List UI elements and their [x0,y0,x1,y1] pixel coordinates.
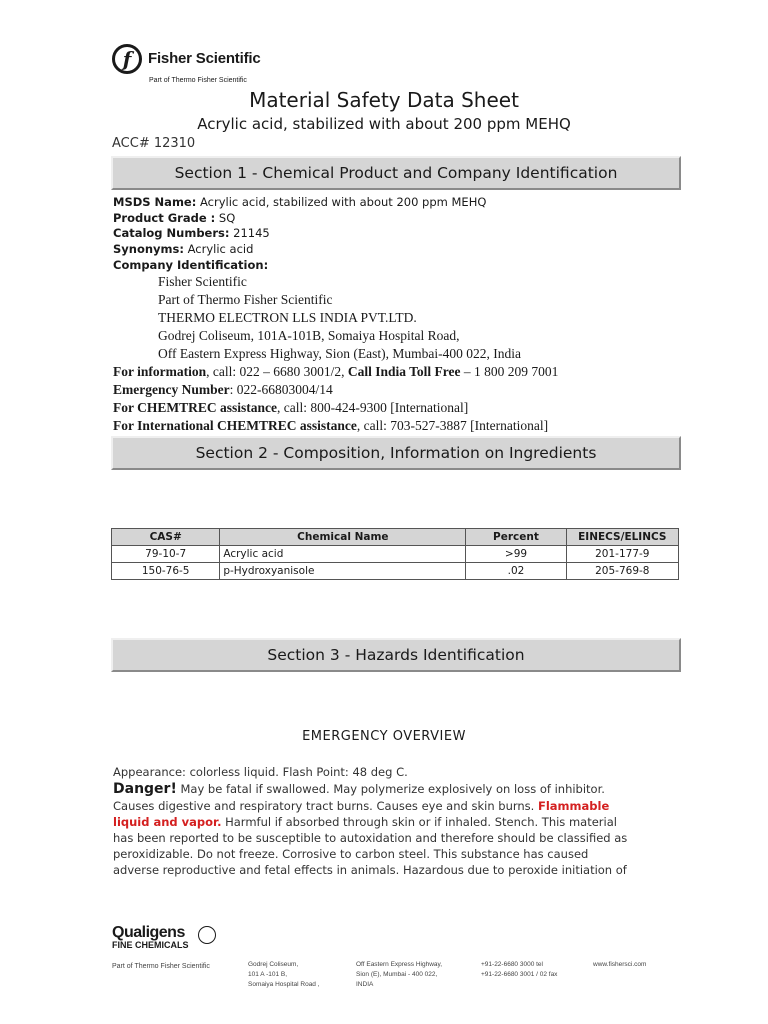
product-grade-value: SQ [215,211,236,225]
column-header: EINECS/ELINCS [566,529,678,546]
catalog-value: 21145 [229,226,270,240]
product-grade-label: Product Grade : [113,211,216,225]
footer-address-2 [356,960,442,990]
msds-name-line [113,195,486,209]
flammable-warning: Flammable [537,799,610,813]
table-row [112,563,679,580]
footer-website[interactable]: www.fishersci.com [593,961,647,968]
section-3-header: Section 3 - Hazards Identification [111,638,681,672]
company-identification-label: Company Identification: [113,258,269,272]
toll-free-label: Call India Toll Free [347,364,461,379]
table-row [112,546,679,563]
catalog-line [113,226,270,240]
intl-chemtrec-text: , call: 703-527-3887 [International] [356,418,549,433]
company-line: Godrej Coliseum, 101A-101B, Somaiya Hospital Road, [158,328,460,343]
phone-line: +91-22-6680 3000 tel [481,961,543,968]
danger-text: May be fatal if swallowed. May polymerize explosively on loss of inhibitor. [176,782,605,796]
qualigens-globe-icon [198,926,216,944]
qualigens-logo [112,924,189,950]
information-line [113,364,558,380]
hazard-line [113,815,617,829]
address-line: Off Eastern Express Highway, [356,961,443,968]
hazard-line [113,799,609,813]
danger-line [113,781,605,797]
footer [0,918,768,1008]
fisher-logo [112,44,312,90]
intl-chemtrec-label: For International CHEMTREC assistance [113,418,357,433]
column-header: Chemical Name [220,529,466,546]
synonyms-value: Acrylic acid [183,242,254,256]
chemical-name-cell: Acrylic acid [220,546,466,563]
chemtrec-text: , call: 800-424-9300 [International] [277,400,469,415]
msds-name-label: MSDS Name: [113,195,197,209]
cas-cell: 150-76-5 [112,563,220,580]
footer-address-1 [248,960,320,990]
footer-phones [481,960,557,980]
company-line: Fisher Scientific [158,274,247,289]
chemical-name-cell: p-Hydroxyanisole [220,563,466,580]
address-line: Godrej Coliseum, [248,961,299,968]
emergency-number-text: : 022-66803004/14 [229,382,333,397]
address-line: INDIA [356,981,374,988]
company-line: THERMO ELECTRON LLS INDIA PVT.LTD. [158,310,417,325]
emergency-overview-title: EMERGENCY OVERVIEW [302,729,466,744]
section-1-header: Section 1 - Chemical Product and Company Identification [111,156,681,190]
cas-cell: 79-10-7 [112,546,220,563]
address-line: 101 A -101 B, [248,971,288,978]
hazard-text: Causes digestive and respiratory tract burns. Causes eye and skin burns. [113,799,538,813]
company-line: Off Eastern Express Highway, Sion (East), Mumbai-400 022, India [158,346,521,361]
information-text: , call: 022 – 6680 3001/2, [206,364,348,379]
brand-name: Fisher Scientific [148,50,261,67]
column-header: CAS# [112,529,220,546]
acc-number: ACC# 12310 [112,136,196,151]
section-2-header: Section 2 - Composition, Information on Ingredients [111,436,681,470]
intl-chemtrec-line [113,418,548,434]
appearance-line: Appearance: colorless liquid. Flash Point: 48 deg C. [113,765,408,779]
emergency-number-label: Emergency Number [113,382,230,397]
qualigens-subtitle: FINE CHEMICALS [112,940,189,950]
percent-cell: >99 [466,546,566,563]
company-identification-line [113,258,268,272]
catalog-label: Catalog Numbers: [113,226,230,240]
emergency-number-line [113,382,333,398]
document-subtitle: Acrylic acid, stabilized with about 200 ppm MEHQ [197,115,571,133]
fisher-logo-icon: f [112,44,142,74]
address-line: Sion (E), Mumbai - 400 022, [356,971,438,978]
address-line: Somaiya Hospital Road , [248,981,320,988]
hazard-text: Harmful if absorbed through skin or if inhaled. Stench. This material [221,815,617,829]
hazard-line: has been reported to be susceptible to autoxidation and therefore should be classified as [113,831,628,845]
table-header-row [112,529,679,546]
chemtrec-line [113,400,468,416]
hazard-line: peroxidizable. Do not freeze. Corrosive to carbon steel. This substance has caused [113,847,589,861]
footer-part-of: Part of Thermo Fisher Scientific [112,963,210,970]
column-header: Percent [466,529,566,546]
product-grade-line [113,211,235,225]
document-title: Material Safety Data Sheet [249,88,519,112]
einecs-cell: 205-769-8 [566,563,678,580]
phone-line: +91-22-6680 3001 / 02 fax [481,971,558,978]
einecs-cell: 201-177-9 [566,546,678,563]
toll-free-text: – 1 800 209 7001 [460,364,559,379]
msds-name-value: Acrylic acid, stabilized with about 200 ppm MEHQ [196,195,487,209]
synonyms-line [113,242,253,256]
brand-subtitle: Part of Thermo Fisher Scientific [149,77,247,84]
flammable-warning: liquid and vapor. [113,815,222,829]
synonyms-label: Synonyms: [113,242,184,256]
information-label: For information [113,364,207,379]
company-line: Part of Thermo Fisher Scientific [158,292,333,307]
chemtrec-label: For CHEMTREC assistance [113,400,277,415]
composition-table [111,528,679,580]
hazard-line: adverse reproductive and fetal effects in animals. Hazardous due to peroxide initiation of [113,863,627,877]
qualigens-brand: Qualigens [112,924,185,941]
danger-label: Danger! [113,781,177,797]
percent-cell: .02 [466,563,566,580]
